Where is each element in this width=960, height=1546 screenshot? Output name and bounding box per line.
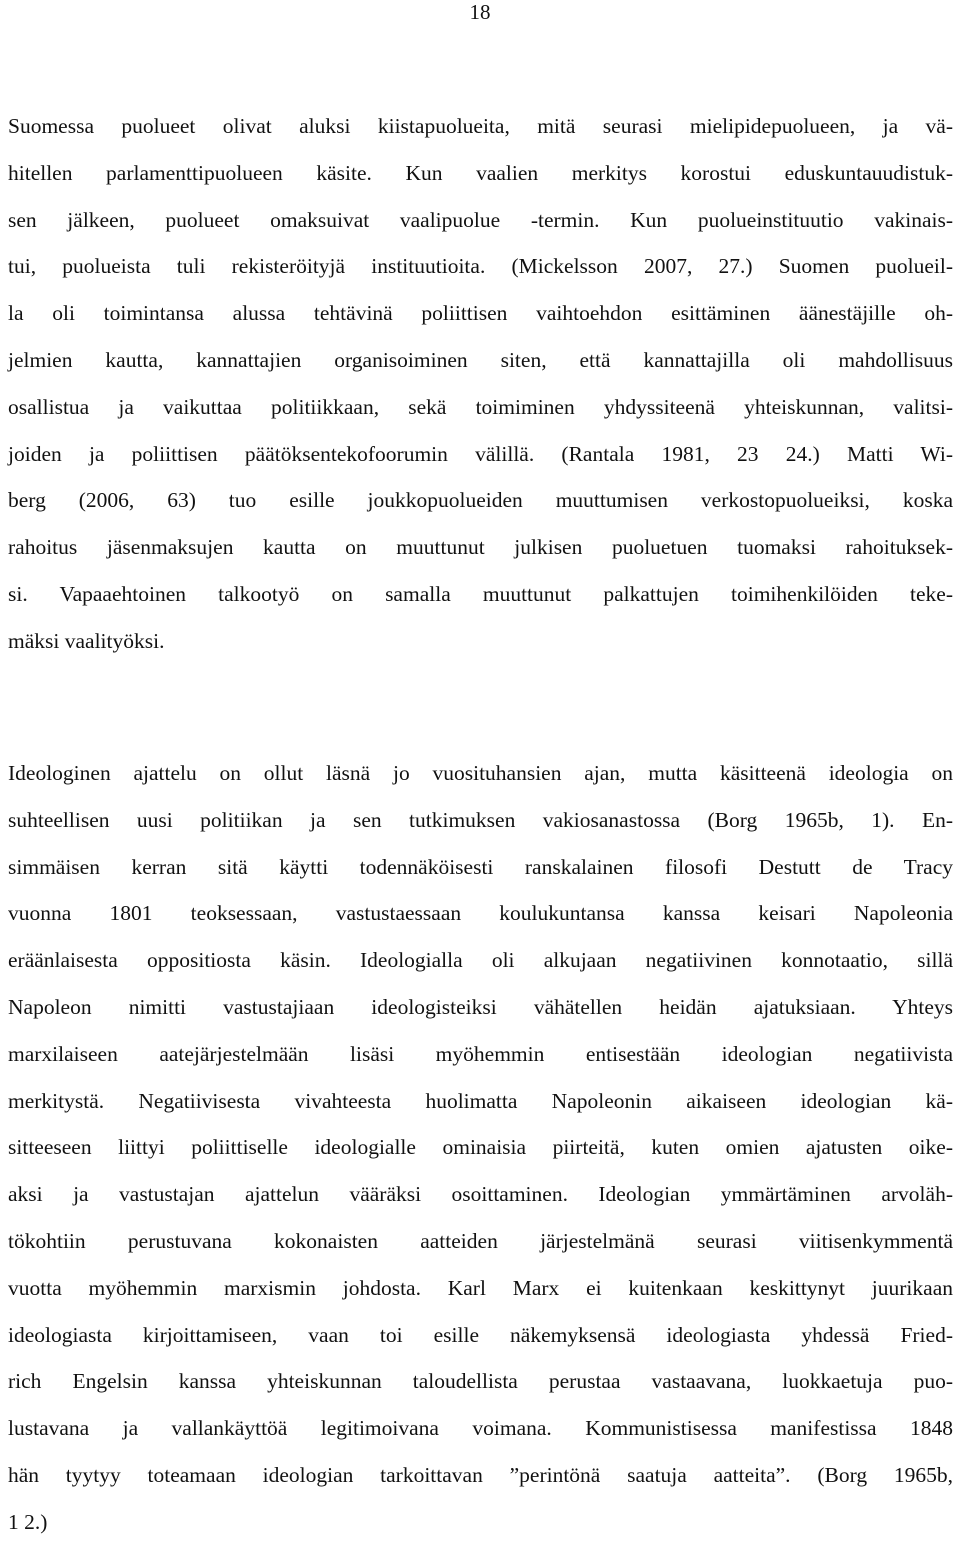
text-line: vuotta myöhemmin marxismin johdosta. Karl Marx ei kuitenkaan keskittynyt juurikaan bbox=[8, 1275, 953, 1300]
page-number: 18 bbox=[469, 0, 491, 24]
text-line: vuonna 1801 teoksessaan, vastustaessaan koulukuntansa kanssa keisari Napoleonia bbox=[8, 901, 953, 926]
text-line: sen jälkeen, puolueet omaksuivat vaalipuolue -termin. Kun puolueinstituutio vakinais- bbox=[8, 207, 953, 232]
text-line: tökohtiin perustuvana kokonaisten aatteiden järjestelmänä seurasi viitisenkymmentä bbox=[8, 1228, 953, 1253]
text-line: rahoitus jäsenmaksujen kautta on muuttunut julkisen puoluetuen tuomaksi rahoituksek- bbox=[8, 535, 953, 560]
text-line: Suomessa puolueet olivat aluksi kiistapuolueita, mitä seurasi mielipidepuolueen, ja vä- bbox=[8, 114, 953, 138]
text-line: suhteellisen uusi politiikan ja sen tutkimuksen vakiosanastossa (Borg 1965b, 1). En- bbox=[8, 807, 953, 832]
text-line: merkitystä. Negatiivisesta vivahteesta huolimatta Napoleonin aikaiseen ideologian kä- bbox=[8, 1088, 953, 1113]
text-line: hitellen parlamenttipuolueen käsite. Kun vaalien merkitys korostui eduskuntauudistuk- bbox=[8, 160, 953, 185]
text-line: ideologiasta kirjoittamiseen, vaan toi esille näkemyksensä ideologiasta yhdessä Fried- bbox=[8, 1322, 953, 1347]
text-line: 1 2.) bbox=[8, 1509, 48, 1534]
text-line: eräänlaisesta oppositiosta käsin. Ideologialla oli alkujaan negatiivinen konnotaatio, sillä bbox=[8, 948, 953, 973]
paragraph-ideology bbox=[8, 750, 953, 1546]
text-line: si. Vapaaehtoinen talkootyö on samalla muuttunut palkattujen toimihenkilöiden teke- bbox=[8, 581, 953, 606]
text-line: Napoleon nimitti vastustajiaan ideologisteiksi vähätellen heidän ajatuksiaan. Yhteys bbox=[8, 994, 953, 1019]
text-line: berg (2006, 63) tuo esille joukkopuolueiden muuttumisen verkostopuolueiksi, koska bbox=[8, 488, 953, 513]
text-line: mäksi vaalityöksi. bbox=[8, 628, 165, 653]
paragraph-parties bbox=[8, 103, 953, 665]
text-line: marxilaiseen aatejärjestelmään lisäsi myöhemmin entisestään ideologian negatiivista bbox=[8, 1041, 953, 1066]
text-line: jelmien kautta, kannattajien organisoiminen siten, että kannattajilla oli mahdollisuus bbox=[8, 347, 953, 372]
text-line: tui, puolueista tuli rekisteröityjä instituutioita. (Mickelsson 2007, 27.) Suomen puolueil- bbox=[8, 254, 953, 279]
text-line: hän tyytyy toteamaan ideologian tarkoittavan ”perintönä saatuja aatteita”. (Borg 1965b, bbox=[8, 1462, 953, 1487]
text-line: lustavana ja vallankäyttöä legitimoivana voimana. Kommunistisessa manifestissa 1848 bbox=[8, 1416, 953, 1441]
text-line: Ideologinen ajattelu on ollut läsnä jo vuosituhansien ajan, mutta käsitteenä ideologia on bbox=[8, 761, 953, 785]
text-line: simmäisen kerran sitä käytti todennäköisesti ranskalainen filosofi Destutt de Tracy bbox=[8, 854, 953, 879]
text-line: aksi ja vastustajan ajattelun vääräksi osoittaminen. Ideologian ymmärtäminen arvoläh- bbox=[8, 1182, 953, 1207]
text-line: osallistua ja vaikuttaa politiikkaan, sekä toimiminen yhdyssiteenä yhteiskunnan, valitsi- bbox=[8, 394, 953, 419]
text-line: joiden ja poliittisen päätöksentekofoorumin välillä. (Rantala 1981, 23 24.) Matti Wi- bbox=[8, 441, 953, 466]
text-line: sitteeseen liittyi poliittiselle ideologialle ominaisia piirteitä, kuten omien ajatusten oike- bbox=[8, 1135, 953, 1160]
text-line: la oli toimintansa alussa tehtävinä poliittisen vaihtoehdon esittäminen äänestäjille oh- bbox=[8, 301, 953, 326]
text-line: rich Engelsin kanssa yhteiskunnan taloudellista perustaa vastaavana, luokkaetuja puo- bbox=[8, 1369, 953, 1394]
